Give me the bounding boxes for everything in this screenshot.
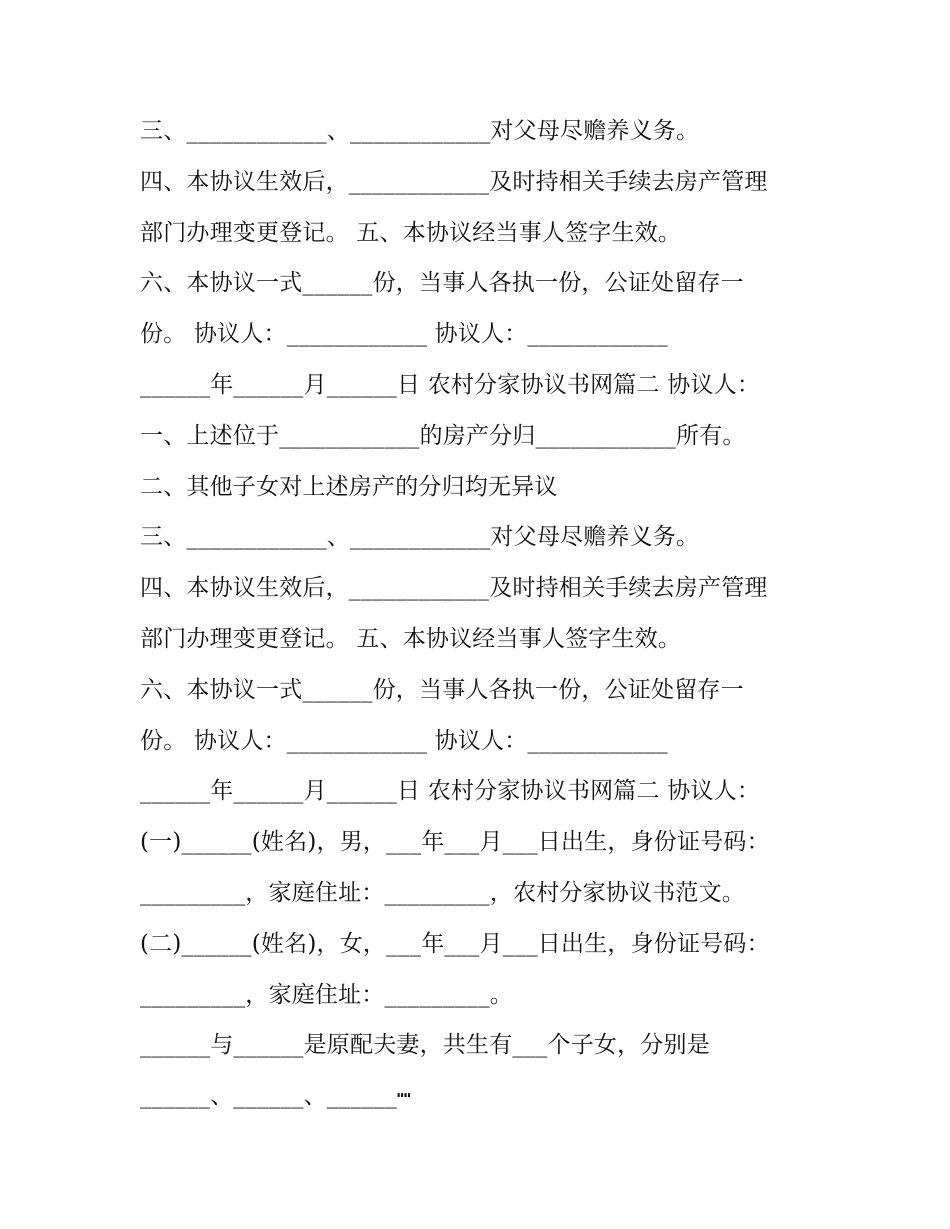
text-line: ______与______是原配夫妻，共生有___个子女，分别是	[140, 1032, 710, 1059]
text-line: 份。 协议人：____________ 协议人：____________	[140, 727, 668, 754]
text-line: ______、______、______┉	[140, 1083, 412, 1110]
document-body	[140, 106, 840, 1122]
text-line: ______年______月______日 农村分家协议书网篇二 协议人：	[140, 778, 761, 805]
text-line: 部门办理变更登记。 五、本协议经当事人签字生效。	[140, 625, 682, 652]
text-line: 四、本协议生效后，____________及时持相关手续去房产管理	[140, 575, 768, 602]
text-line: (二)______(姓名)，女，___年___月___日出生，身份证号码：	[140, 930, 770, 957]
text-line: 部门办理变更登记。 五、本协议经当事人签字生效。	[140, 219, 682, 246]
text-line: 六、本协议一式______份，当事人各执一份，公证处留存一	[140, 676, 744, 703]
text-line: 三、____________、____________对父母尽赡养义务。	[140, 524, 700, 551]
text-line: _________，家庭住址：_________，农村分家协议书范文。	[140, 879, 745, 906]
text-line: (一)______(姓名)，男，___年___月___日出生，身份证号码：	[140, 829, 770, 856]
text-line: _________，家庭住址：_________。	[140, 981, 513, 1008]
text-line: 二、其他子女对上述房产的分归均无异议	[140, 473, 558, 500]
text-line: 份。 协议人：____________ 协议人：____________	[140, 321, 668, 348]
text-line: 一、上述位于____________的房产分归____________所有。	[140, 422, 746, 449]
text-line: 六、本协议一式______份，当事人各执一份，公证处留存一	[140, 270, 744, 297]
text-line: 三、____________、____________对父母尽赡养义务。	[140, 118, 700, 144]
text-line: 四、本协议生效后，____________及时持相关手续去房产管理	[140, 168, 768, 195]
text-line: ______年______月______日 农村分家协议书网篇二 协议人：	[140, 371, 761, 398]
